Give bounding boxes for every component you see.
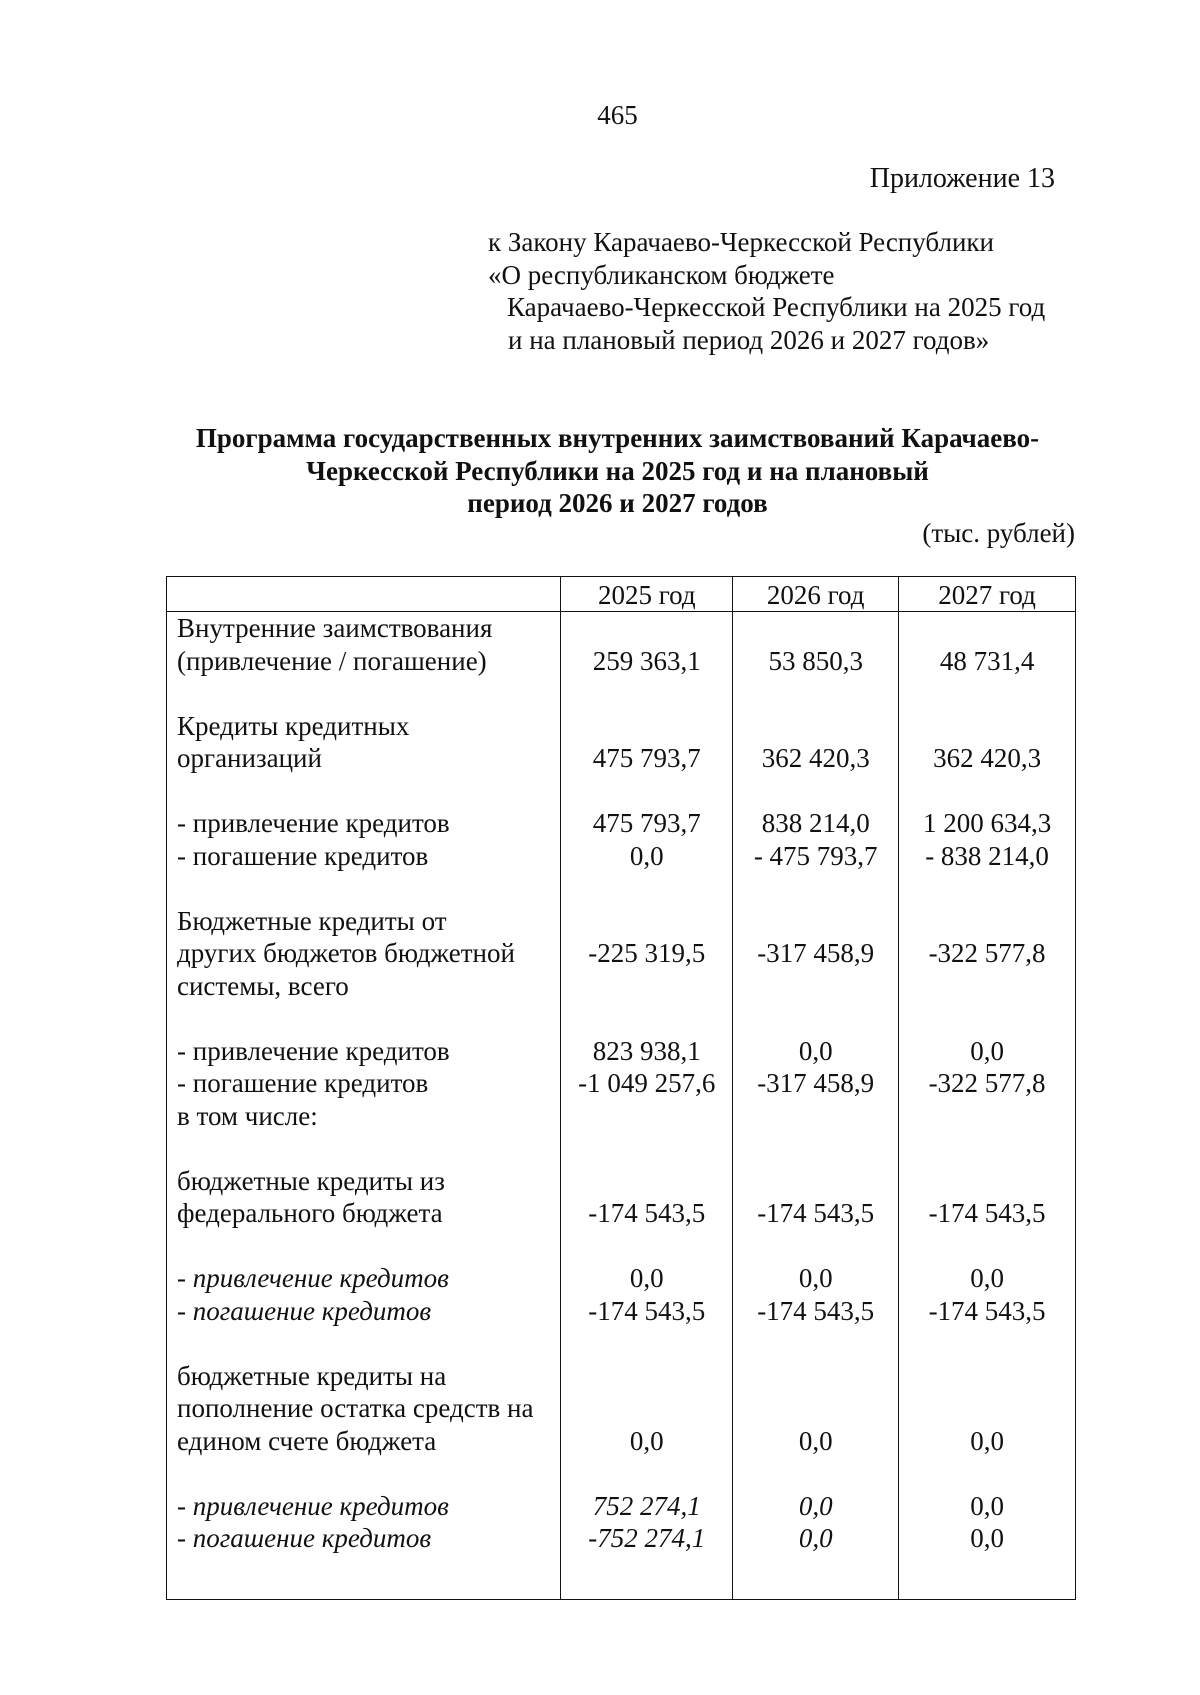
value-2025: 0,0 bbox=[561, 840, 733, 873]
page-number: 465 bbox=[597, 100, 638, 130]
table-row bbox=[167, 905, 1076, 1003]
borrowings-table bbox=[166, 576, 1076, 1600]
units-label: (тыс. рублей) bbox=[922, 518, 1075, 548]
value-2027: 0,0 bbox=[899, 1035, 1076, 1068]
table-header-row bbox=[167, 577, 1076, 612]
title-line: период 2026 и 2027 годов bbox=[467, 488, 768, 518]
document-title bbox=[0, 422, 1200, 520]
value-2027: -174 543,5 bbox=[899, 1295, 1076, 1328]
row-label: - привлечение кредитов bbox=[167, 1490, 561, 1523]
value-2027: 0,0 bbox=[899, 1522, 1076, 1555]
row-label: - привлечение кредитов bbox=[167, 1262, 561, 1295]
row-label-line: других бюджетов бюджетной bbox=[177, 938, 515, 968]
row-label-line: организаций bbox=[177, 743, 322, 773]
table-row bbox=[167, 1035, 1076, 1068]
value-2026: 0,0 bbox=[733, 1490, 899, 1523]
row-label-line: федерального бюджета bbox=[177, 1198, 443, 1228]
row-label-line: Внутренние заимствования bbox=[177, 613, 493, 643]
value-2025: 752 274,1 bbox=[561, 1490, 733, 1523]
spacer-row bbox=[167, 1230, 1076, 1263]
appendix-label: Приложение 13 bbox=[869, 163, 1055, 194]
row-label-line: пополнение остатка средств на bbox=[177, 1393, 534, 1423]
value-2025: -752 274,1 bbox=[561, 1522, 733, 1555]
table-row bbox=[167, 1262, 1076, 1295]
value-2025: 259 363,1 bbox=[561, 612, 733, 678]
row-label: - погашение кредитов bbox=[167, 1067, 561, 1100]
value-2027: -322 577,8 bbox=[899, 905, 1076, 1003]
row-label: - погашение кредитов bbox=[167, 1295, 561, 1328]
header-cell-2026: 2026 год bbox=[733, 577, 899, 612]
value-2026: 0,0 bbox=[733, 1522, 899, 1555]
value-2025: 0,0 bbox=[561, 1262, 733, 1295]
value-2025: -174 543,5 bbox=[561, 1295, 733, 1328]
value-2026: 362 420,3 bbox=[733, 710, 899, 775]
row-label: - привлечение кредитов bbox=[167, 807, 561, 840]
spacer-row bbox=[167, 1002, 1076, 1035]
row-label-line: бюджетные кредиты на bbox=[177, 1360, 447, 1391]
spacer-row bbox=[167, 677, 1076, 710]
value-2026: -174 543,5 bbox=[733, 1165, 899, 1230]
value-2027 bbox=[899, 1100, 1076, 1133]
table-row bbox=[167, 1490, 1076, 1523]
row-label bbox=[167, 905, 561, 1003]
law-reference bbox=[488, 226, 1045, 356]
spacer-row bbox=[167, 1327, 1076, 1360]
row-label bbox=[167, 1165, 561, 1230]
value-2027: -174 543,5 bbox=[899, 1165, 1076, 1230]
spacer-row bbox=[167, 872, 1076, 905]
value-2027: 0,0 bbox=[899, 1490, 1076, 1523]
value-2027: 362 420,3 bbox=[899, 710, 1076, 775]
value-2026: 53 850,3 bbox=[733, 612, 899, 678]
value-2025 bbox=[561, 1100, 733, 1133]
row-label-line: Кредиты кредитных bbox=[177, 710, 410, 741]
row-label-line: системы, всего bbox=[177, 970, 349, 1001]
spacer-row bbox=[167, 1555, 1076, 1600]
value-2027: 48 731,4 bbox=[899, 612, 1076, 678]
row-label-line: бюджетные кредиты из bbox=[177, 1165, 445, 1196]
value-2025: -225 319,5 bbox=[561, 905, 733, 1003]
row-label-line: Бюджетные кредиты от bbox=[177, 905, 447, 936]
value-2026: -174 543,5 bbox=[733, 1295, 899, 1328]
value-2026: 0,0 bbox=[733, 1035, 899, 1068]
value-2025: -1 049 257,6 bbox=[561, 1067, 733, 1100]
table-row bbox=[167, 1522, 1076, 1555]
value-2026: 0,0 bbox=[733, 1360, 899, 1458]
table-row bbox=[167, 1360, 1076, 1458]
table-row bbox=[167, 710, 1076, 775]
value-2026: -317 458,9 bbox=[733, 905, 899, 1003]
borrowings-table-container bbox=[166, 576, 1076, 1600]
value-2026: - 475 793,7 bbox=[733, 840, 899, 873]
law-reference-line: Карачаево-Черкесской Республики на 2025 год bbox=[507, 292, 1046, 322]
value-2027: 0,0 bbox=[899, 1262, 1076, 1295]
value-2027: -322 577,8 bbox=[899, 1067, 1076, 1100]
value-2027: - 838 214,0 bbox=[899, 840, 1076, 873]
spacer-row bbox=[167, 775, 1076, 808]
row-label bbox=[167, 710, 561, 775]
header-cell-2025: 2025 год bbox=[561, 577, 733, 612]
value-2026: 838 214,0 bbox=[733, 807, 899, 840]
table-row bbox=[167, 840, 1076, 873]
value-2025: 823 938,1 bbox=[561, 1035, 733, 1068]
value-2027: 1 200 634,3 bbox=[899, 807, 1076, 840]
law-reference-line: и на плановый период 2026 и 2027 годов» bbox=[508, 324, 990, 355]
value-2026 bbox=[733, 1100, 899, 1133]
table-row bbox=[167, 1165, 1076, 1230]
title-line: Черкесской Республики на 2025 год и на плановый bbox=[306, 455, 929, 486]
value-2025: 475 793,7 bbox=[561, 710, 733, 775]
row-label: - привлечение кредитов bbox=[167, 1035, 561, 1068]
table-row bbox=[167, 807, 1076, 840]
header-cell-blank bbox=[167, 577, 561, 612]
value-2027: 0,0 bbox=[899, 1360, 1076, 1458]
table-row bbox=[167, 612, 1076, 678]
table-row bbox=[167, 1067, 1076, 1100]
row-label: в том числе: bbox=[167, 1100, 561, 1133]
law-reference-line: к Закону Карачаево-Черкесской Республики bbox=[488, 227, 994, 257]
row-label-line: (привлечение / погашение) bbox=[177, 645, 487, 676]
table-row bbox=[167, 1295, 1076, 1328]
table-row bbox=[167, 1100, 1076, 1133]
value-2025: -174 543,5 bbox=[561, 1165, 733, 1230]
spacer-row bbox=[167, 1457, 1076, 1490]
value-2026: -317 458,9 bbox=[733, 1067, 899, 1100]
value-2026: 0,0 bbox=[733, 1262, 899, 1295]
law-reference-line: «О республиканском бюджете bbox=[488, 259, 835, 290]
header-cell-2027: 2027 год bbox=[899, 577, 1076, 612]
row-label-line: едином счете бюджета bbox=[177, 1425, 437, 1456]
row-label bbox=[167, 1360, 561, 1458]
row-label: - погашение кредитов bbox=[167, 840, 561, 873]
spacer-row bbox=[167, 1132, 1076, 1165]
row-label bbox=[167, 612, 561, 678]
title-line: Программа государственных внутренних заимствований Карачаево- bbox=[195, 423, 1040, 453]
row-label: - погашение кредитов bbox=[167, 1522, 561, 1555]
value-2025: 475 793,7 bbox=[561, 807, 733, 840]
value-2025: 0,0 bbox=[561, 1360, 733, 1458]
